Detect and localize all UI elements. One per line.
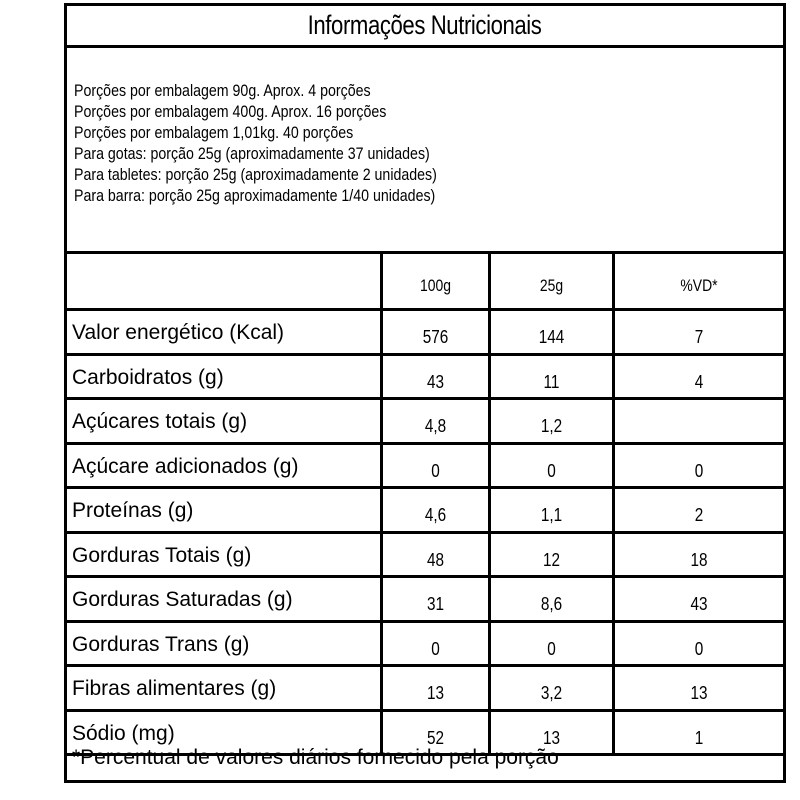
table-cell [383, 667, 491, 709]
table-cell [491, 356, 615, 398]
column-header: 100g [419, 276, 452, 295]
table-cell [67, 667, 383, 709]
nutrition-label [64, 3, 786, 783]
table-cell [491, 667, 615, 709]
nutrient-label: Gorduras Totais (g) [72, 543, 252, 567]
nutrient-value-v100: 576 [422, 327, 449, 347]
nutrient-value-v100: 0 [431, 638, 440, 659]
nutrient-value-v100: 4,8 [424, 416, 447, 436]
nutrient-label: Açúcares totais (g) [72, 410, 248, 433]
table-cell [383, 311, 491, 353]
table-cell [615, 254, 783, 308]
serving-line: Porções por embalagem 1,01kg. 40 porções [74, 124, 354, 142]
nutrient-value-vd: 1 [694, 727, 704, 748]
nutrient-value-v100: 13 [426, 683, 445, 703]
table-cell [383, 534, 491, 576]
nutrient-value-v25: 1,2 [540, 416, 563, 436]
nutrient-value-vd: 7 [694, 327, 704, 347]
nutrient-value-vd: 43 [690, 594, 708, 614]
table-row [67, 445, 783, 490]
table-cell [615, 400, 783, 442]
table-row [67, 578, 783, 623]
nutrient-label: Sódio (mg) [72, 721, 175, 745]
nutrient-label: Carboidratos (g) [72, 365, 224, 389]
nutrient-label: Gorduras Trans (g) [72, 632, 250, 656]
table-cell [383, 489, 491, 531]
table-header-row [67, 254, 783, 311]
table-cell [383, 578, 491, 620]
table-cell [615, 445, 783, 487]
title-row [67, 6, 783, 48]
serving-line: Porções por embalagem 90g. Aprox. 4 porções [74, 82, 371, 100]
table-cell [491, 311, 615, 353]
nutrient-label: Fibras alimentares (g) [72, 677, 277, 700]
nutrient-value-vd: 0 [694, 460, 704, 481]
table-cell [491, 623, 615, 665]
column-header: %VD* [680, 276, 718, 295]
nutrient-label: Valor energético (Kcal) [72, 321, 285, 344]
table-cell [67, 489, 383, 531]
table-row [67, 667, 783, 712]
table-cell [383, 254, 491, 308]
table-cell [383, 356, 491, 398]
table-cell [383, 623, 491, 665]
table-cell [615, 311, 783, 353]
table-cell [67, 445, 383, 487]
nutrient-value-v25: 11 [543, 371, 560, 392]
table-cell [67, 534, 383, 576]
nutrient-label: Gorduras Saturadas (g) [72, 588, 293, 611]
nutrient-value-v25: 13 [542, 727, 561, 748]
table-cell [615, 534, 783, 576]
table-cell [67, 311, 383, 353]
table-cell [491, 534, 615, 576]
nutrient-value-v25: 12 [542, 549, 561, 570]
nutrient-value-vd: 0 [694, 638, 704, 659]
table-row [67, 356, 783, 401]
table-cell [67, 578, 383, 620]
nutrient-value-v25: 8,6 [540, 594, 563, 614]
column-header: 25g [539, 276, 564, 295]
nutrient-value-v100: 4,6 [424, 505, 447, 525]
serving-line: Para tabletes: porção 25g (aproximadamente 2 unidades) [74, 166, 437, 184]
nutrient-value-v25: 1,1 [540, 505, 563, 525]
table-row [67, 534, 783, 579]
table-cell [615, 356, 783, 398]
nutrient-value-v25: 0 [547, 638, 556, 659]
table-cell [615, 578, 783, 620]
nutrient-value-v100: 48 [426, 549, 445, 570]
nutrient-value-v25: 144 [538, 327, 565, 347]
nutrient-value-v100: 0 [431, 460, 440, 481]
table-cell [67, 356, 383, 398]
nutrient-value-v25: 3,2 [540, 683, 563, 703]
table-cell [67, 254, 383, 308]
serving-lines [74, 81, 496, 207]
table-cell [67, 623, 383, 665]
serving-info [67, 48, 783, 254]
table-cell [491, 578, 615, 620]
nutrient-value-vd: 13 [690, 683, 708, 703]
nutrient-label: Proteínas (g) [72, 499, 194, 522]
nutrient-value-v25: 0 [547, 460, 556, 481]
table-row [67, 311, 783, 356]
table-cell [491, 489, 615, 531]
footnote-row [67, 734, 783, 780]
footnote: *Percentual de valores diários fornecido pela porção [72, 746, 559, 769]
nutrient-value-vd: 18 [690, 549, 708, 570]
nutrient-value-vd: 4 [694, 371, 704, 392]
table-row [67, 489, 783, 534]
table-cell [383, 400, 491, 442]
nutrient-value-vd: 2 [694, 505, 704, 525]
table-cell [615, 667, 783, 709]
table-cell [491, 254, 615, 308]
table-row [67, 400, 783, 445]
table-cell [615, 489, 783, 531]
table-cell [491, 445, 615, 487]
table-row [67, 623, 783, 668]
nutrient-value-v100: 52 [426, 727, 445, 748]
nutrient-label: Açúcare adicionados (g) [72, 454, 299, 478]
serving-line: Para gotas: porção 25g (aproximadamente 37 unidades) [74, 145, 430, 163]
table-cell [491, 400, 615, 442]
serving-line: Porções por embalagem 400g. Aprox. 16 porções [74, 103, 387, 121]
table-cell [67, 400, 383, 442]
table-cell [383, 445, 491, 487]
table-cell [615, 623, 783, 665]
serving-line: Para barra: porção 25g aproximadamente 1/40 unidades) [74, 187, 436, 205]
label-title: Informações Nutricionais [308, 10, 542, 40]
nutrient-value-v100: 43 [426, 371, 445, 392]
nutrient-value-v100: 31 [426, 594, 445, 614]
